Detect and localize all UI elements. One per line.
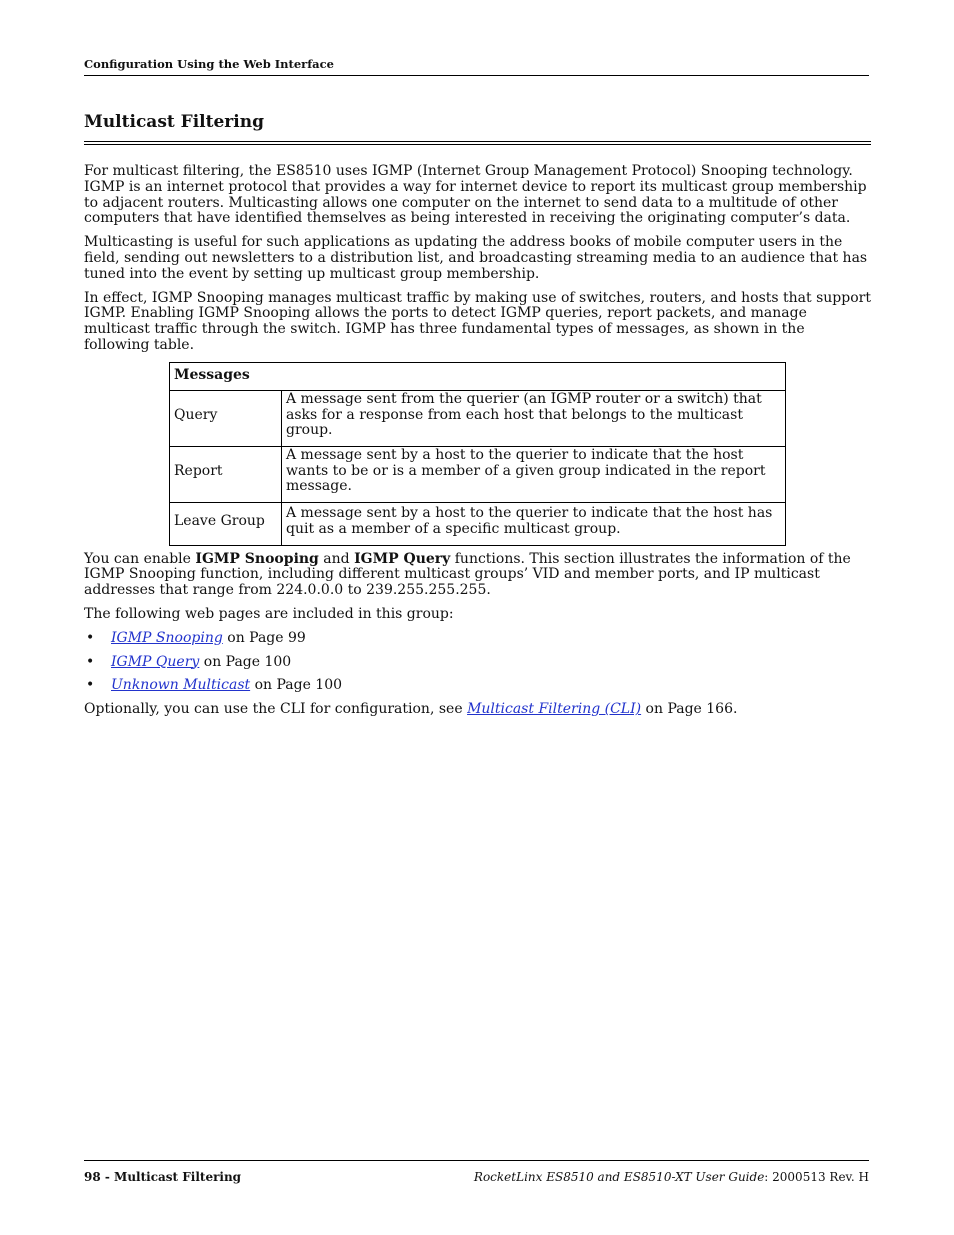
paragraph-snooping: In effect, IGMP Snooping manages multicast traffic by making use of switches, routers, and hosts that support IGMP. Enabling IGMP Snooping allows the ports to detect IGMP queries, report packets, and manage multicast traffic through the switch. IGMP has three fundamental types of messages, as shown in the following table. [84,289,871,353]
running-header: Configuration Using the Web Interface [84,57,869,76]
enable-text-post: functions. This section illustrates the information of the IGMP Snooping function, including different multicast groups’ VID and member ports, and IP multicast addresses that range from 224.0.0.0 to 239.255.255.255. [84,550,851,599]
igmp-query-term: IGMP Query [354,550,451,567]
cli-text-pre: Optionally, you can use the CLI for configuration, see [84,701,468,718]
list-item [84,678,874,694]
message-name: Report [170,446,282,502]
bullet-icon: • [86,653,95,670]
igmp-snooping-term: IGMP Snooping [195,550,319,567]
section-title: Multicast Filtering [84,112,871,145]
page-footer [84,1160,869,1184]
paragraph-uses: Multicasting is useful for such applications as updating the address books of mobile computer users in the field, sending out newsletters to a distribution list, and broadcasting streaming media to an audience that has tuned into the event by setting up multicast group membership. [84,234,868,282]
table-row [170,502,786,545]
link-multicast-filtering-cli[interactable]: Multicast Filtering (CLI) [467,701,642,718]
link-igmp-query[interactable]: IGMP Query [111,653,200,670]
bullet-icon: • [86,629,95,646]
cli-text-post: on Page 166. [641,701,738,718]
paragraph-intro: For multicast filtering, the ES8510 uses IGMP (Internet Group Management Protocol) Snooping technology. IGMP is an internet protocol that provides a way for internet device to report its multicast group membership to adjacent routers. Multicasting allows one computer on the internet to send data to a multitude of other computers that have identified themselves as being interested in receiving the originating computer’s data. [84,163,867,227]
link-igmp-snooping[interactable]: IGMP Snooping [111,629,223,646]
messages-table-header: Messages [170,362,786,390]
bullet-icon: • [86,677,95,694]
body-text [84,164,874,726]
message-description: A message sent from the querier (an IGMP router or a switch) that asks for a response from each host that belongs to the multicast group. [282,390,786,446]
enable-text-mid: and [318,550,355,567]
page-links-list [84,631,874,694]
enable-text-pre: You can enable [84,550,196,567]
paragraph-enable [84,552,874,599]
link-unknown-multicast[interactable]: Unknown Multicast [111,677,251,694]
message-name: Leave Group [170,502,282,545]
message-description: A message sent by a host to the querier to indicate that the host wants to be or is a member of a given group indicated in the report message. [282,446,786,502]
footer-doc-number: : 2000513 Rev. H [764,1170,869,1184]
link-page-ref: on Page 99 [222,629,306,646]
link-page-ref: on Page 100 [199,653,292,670]
message-name: Query [170,390,282,446]
messages-table [169,362,786,546]
footer-guide-title [474,1170,869,1184]
message-description: A message sent by a host to the querier to indicate that the host has quit as a member of a specific multicast group. [282,502,786,545]
list-item [84,655,874,671]
table-row [170,390,786,446]
footer-guide-name: RocketLinx ES8510 and ES8510-XT User Guide [473,1170,765,1184]
list-item [84,631,874,647]
link-page-ref: on Page 100 [250,677,343,694]
paragraph-cli [84,702,874,718]
table-row [170,446,786,502]
footer-page-label: 98 - Multicast Filtering [84,1170,242,1184]
paragraph-pages: The following web pages are included in this group: [84,605,454,622]
